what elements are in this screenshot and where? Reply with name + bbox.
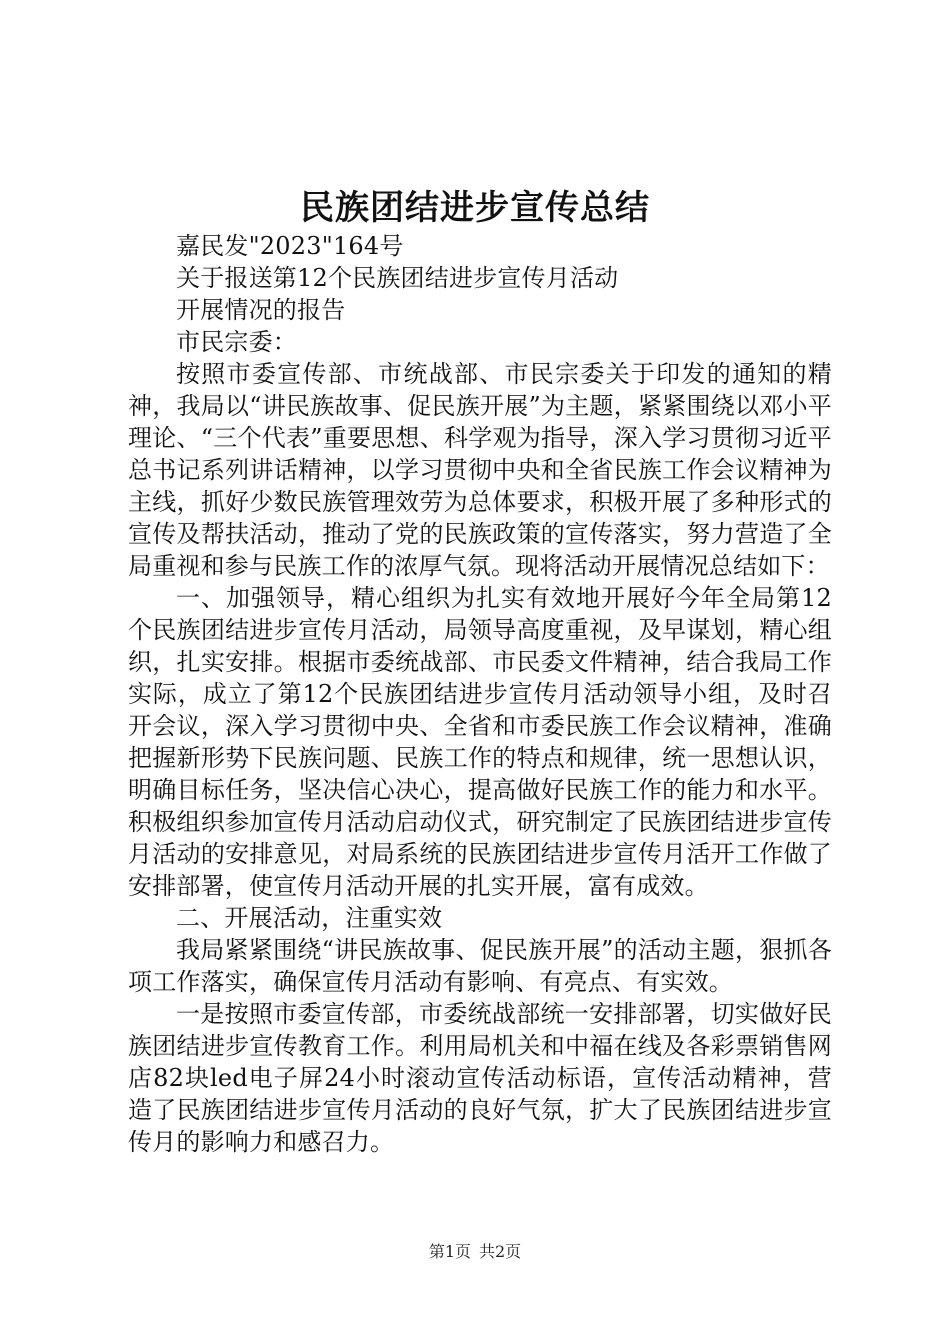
paragraph-intro: 按照市委宣传部、市统战部、市民宗委关于印发的通知的精神，我局以“讲民族故事、促民族开展”为主题，紧紧围绕以邓小平理论、“三个代表”重要思想、科学观为指导，深入学习贯彻习近平总书记系列讲话精神，以学习贯彻中央和全省民族工作会议精神为主线，抓好少数民族管理效劳为总体要求，积极开展了多种形式的宣传及帮扶活动，推动了党的民族政策的宣传落实，努力营造了全局重视和参与民族工作的浓厚气氛。现将活动开展情况总结如下： [128,360,832,580]
document-title: 民族团结进步宣传总结 [300,188,650,228]
subject-line-2: 开展情况的报告 [176,296,346,324]
paragraph-section-1: 一、加强领导，精心组织为扎实有效地开展好今年全局第12个民族团结进步宣传月活动，局领导高度重视，及早谋划，精心组织，扎实安排。根据市委统战部、市民委文件精神，结合我局工作实际，成立了第12个民族团结进步宣传月活动领导小组，及时召开会议，深入学习贯彻中央、全省和市委民族工作会议精神，准确把握新形势下民族问题、民族工作的特点和规律，统一思想认识，明确目标任务，坚决信心决心，提高做好民族工作的能力和水平。积极组织参加宣传月活动启动仪式，研究制定了民族团结进步宣传月活动的安排意见，对局系统的民族团结进步宣传月活开工作做了安排部署，使宣传月活动开展的扎实开展，富有成效。 [128,584,832,900]
subject-line-1: 关于报送第12个民族团结进步宣传月活动 [176,264,619,292]
paragraph-section-2: 我局紧紧围绕“讲民族故事、促民族开展”的活动主题，狠抓各项工作落实，确保宣传月活动有影响、有亮点、有实效。 [128,936,832,996]
document-body [128,230,832,1158]
page-total: 共2页 [479,1242,522,1261]
doc-number: 嘉民发"2023"164号 [176,232,404,260]
page-number: 第1页 [428,1242,471,1261]
heading-section-2: 二、开展活动，注重实效 [176,904,443,932]
page-footer [0,1240,950,1264]
recipient-line: 市民宗委： [176,328,297,356]
paragraph-item-1: 一是按照市委宣传部，市委统战部统一安排部署，切实做好民族团结进步宣传教育工作。利用局机关和中福在线及各彩票销售网店82块led电子屏24小时滚动宣传活动标语，宣传活动精神，营造了民族团结进步宣传月活动的良好气氛，扩大了民族团结进步宣传月的影响力和感召力。 [128,1000,832,1156]
